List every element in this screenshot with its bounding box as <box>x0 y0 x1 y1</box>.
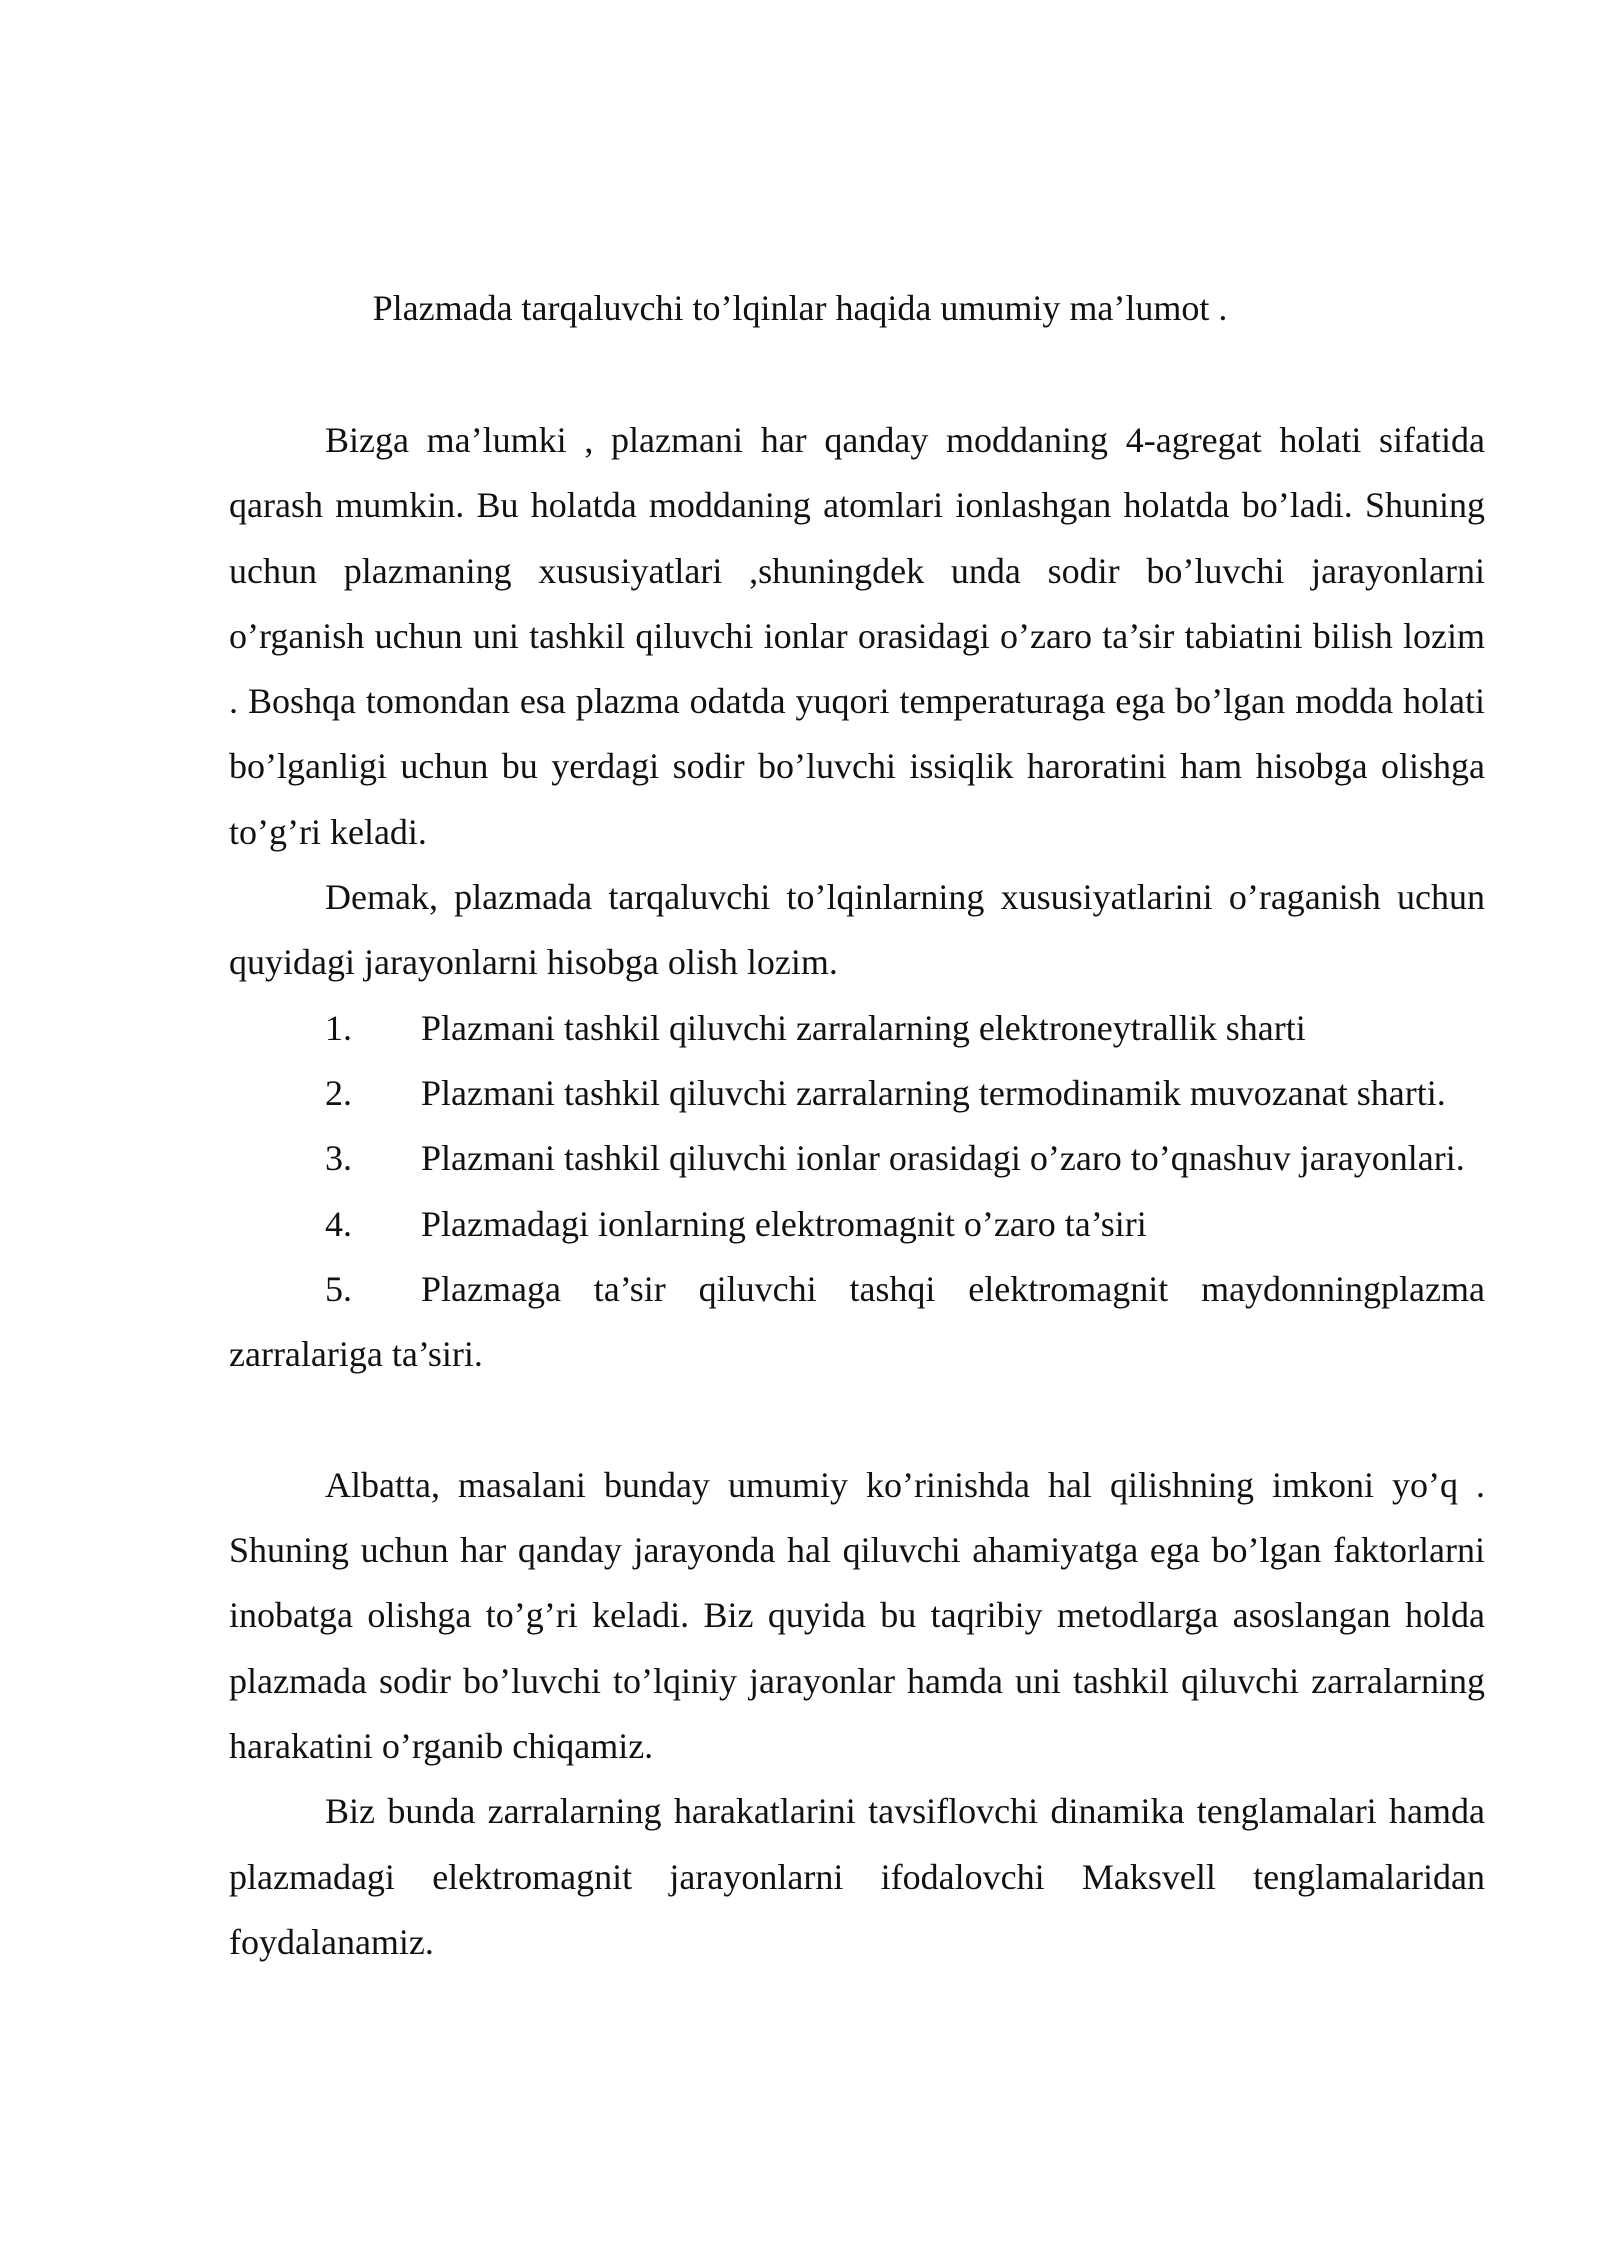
list-item-number: 1. <box>325 1007 352 1048</box>
paragraph-list-intro: Demak, plazmada tarqaluvchi to’lqinlarning xususiyatlarini o’raganish uchun quyidagi jarayonlarni hisobga olish lozim. <box>229 877 1485 983</box>
numbered-list <box>229 996 1485 1388</box>
paragraph-equations: Biz bunda zarralarning harakatlarini tavsiflovchi dinamika tenglamalari hamda plazmadagi elektromagnit jarayonlarni ifodalovchi Maksvell tenglamalaridan foydalanamiz. <box>229 1791 1485 1962</box>
list-item <box>229 1061 1485 1126</box>
list-item <box>229 1192 1485 1257</box>
list-item-number: 5. <box>325 1268 352 1309</box>
document-title: Plazmada tarqaluvchi to’lqinlar haqida umumiy ma’lumot . <box>372 288 1228 328</box>
document-body <box>229 408 1485 1975</box>
paragraph-approach: Albatta, masalani bunday umumiy ko’rinishda hal qilishning imkoni yo’q . Shuning uchun har qanday jarayonda hal qiluvchi ahamiyatga ega bo’lgan faktorlarni inobatga olishga to’g’ri keladi. Biz quyida bu taqribiy metodlarga asoslangan holda plazmada sodir bo’luvchi to’lqiniy jarayonlar hamda uni tashkil qiluvchi zarralarning harakatini o’rganib chiqamiz. <box>229 1464 1485 1766</box>
list-item-text: Plazmani tashkil qiluvchi zarralarning elektroneytrallik sharti <box>421 1007 1306 1048</box>
paragraph-intro: Bizga ma’lumki , plazmani har qanday moddaning 4-agregat holati sifatida qarash mumkin. Bu holatda moddaning atomlari ionlashgan holatda bo’ladi. Shuning uchun plazmaning xususiyatlari ,shuningdek unda sodir bo’luvchi jarayonlarni o’rganish uchun uni tashkil qiluvchi ionlar orasidagi o’zaro ta’sir tabiatini bilish lozim . Boshqa tomondan esa plazma odatda yuqori temperaturaga ega bo’lgan modda holati bo’lganligi uchun bu yerdagi sodir bo’luvchi issiqlik haroratini ham hisobga olishga to’g’ri keladi. <box>229 420 1485 852</box>
list-item <box>229 1257 1485 1388</box>
list-item-number: 3. <box>325 1138 352 1179</box>
list-item-text: Plazmaga ta’sir qiluvchi tashqi elektromagnit maydonningplazma zarralariga ta’siri. <box>229 1268 1485 1375</box>
list-item-number: 2. <box>325 1072 352 1113</box>
list-item-text: Plazmadagi ionlarning elektromagnit o’zaro ta’siri <box>421 1203 1147 1244</box>
list-item-text: Plazmani tashkil qiluvchi zarralarning termodinamik muvozanat sharti. <box>421 1072 1446 1113</box>
list-item <box>229 1126 1485 1191</box>
list-item-text: Plazmani tashkil qiluvchi ionlar orasidagi o’zaro to’qnashuv jarayonlari. <box>421 1138 1465 1179</box>
list-item-number: 4. <box>325 1203 352 1244</box>
paragraph-spacer <box>229 1387 1485 1452</box>
list-item <box>229 996 1485 1061</box>
